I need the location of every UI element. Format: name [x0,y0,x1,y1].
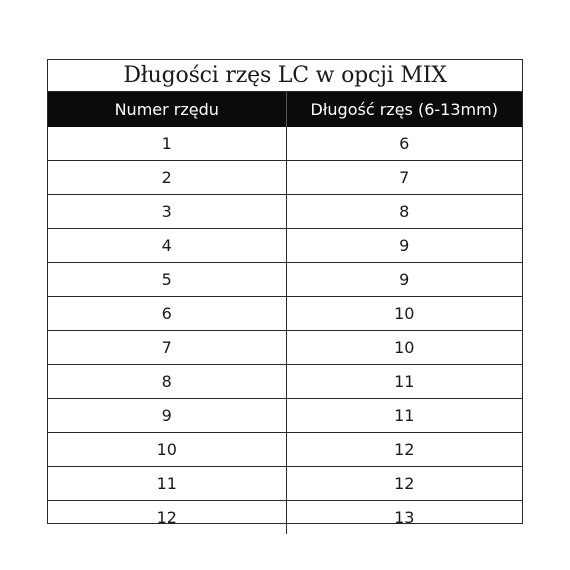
row-number-cell: 12 [48,501,286,535]
table-row [48,433,522,467]
table-row [48,263,522,297]
table-body [48,127,522,534]
table-row [48,127,522,161]
lash-length-cell: 6 [399,134,410,153]
lash-length-cell: 12 [286,467,522,501]
lash-length-cell: 10 [286,297,522,331]
lash-length-cell: 7 [286,161,522,195]
table-row [48,365,522,399]
header-row-number: Numer rzędu [48,92,286,127]
lash-length-cell: 9 [286,263,522,297]
row-number-cell: 4 [48,229,286,263]
header-row [48,92,522,127]
table-header [48,92,522,127]
table-row [48,229,522,263]
table-row [48,399,522,433]
row-number-cell: 3 [48,195,286,229]
row-number-cell: 11 [48,467,286,501]
table-row [48,297,522,331]
lash-length-table [48,92,522,534]
lash-length-cell: 9 [286,229,522,263]
table-row [48,161,522,195]
row-number-cell: 2 [48,161,286,195]
lash-length-table-card [47,59,523,527]
table-title: Długości rzęs LC w opcji MIX [48,60,522,92]
lash-length-cell: 8 [286,195,522,229]
table-row [48,467,522,501]
table-row [48,331,522,365]
row-number-cell: 6 [48,297,286,331]
row-number-cell: 7 [48,331,286,365]
row-number-cell: 5 [48,263,286,297]
table-row [48,501,522,535]
lash-length-cell: 10 [286,331,522,365]
lash-length-cell: 11 [286,365,522,399]
row-number-cell: 1 [48,127,286,161]
lash-length-cell: 11 [286,399,522,433]
row-number-cell: 10 [48,433,286,467]
row-number-cell: 9 [48,399,286,433]
row-number-cell: 8 [48,365,286,399]
lash-length-cell: 12 [286,433,522,467]
header-lash-length: Długość rzęs (6-13mm) [286,92,522,127]
lash-length-cell: 13 [286,501,522,535]
table-row [48,195,522,229]
